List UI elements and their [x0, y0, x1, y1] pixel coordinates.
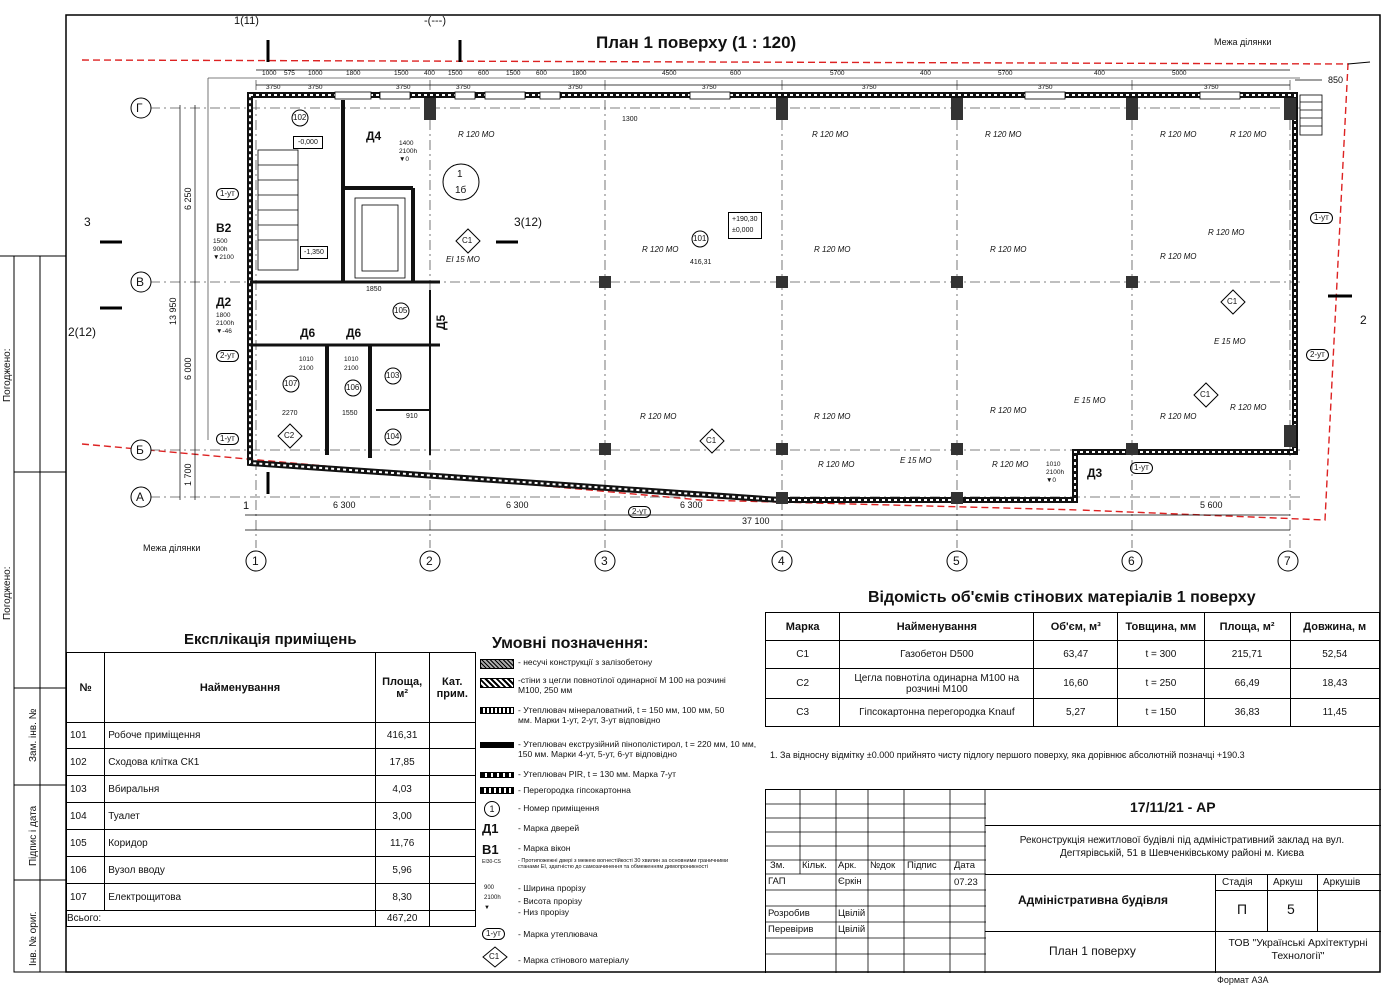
- column-tag: R 120 МО: [985, 130, 1022, 139]
- legend-item: - Протипожежні двері з межею вогнестійкості 30 хвилин за основними граничними станами EI, здатністю до самозачинення та обмеженням димопроникності: [518, 858, 729, 871]
- stamp: [765, 789, 1381, 973]
- insulation-tag: 1-ут: [216, 433, 239, 445]
- column-tag: R 120 МО: [458, 130, 495, 139]
- table-cell: 107: [67, 884, 105, 911]
- door-dim: 1010: [299, 356, 314, 363]
- door-dim: ▼2100: [213, 253, 234, 261]
- top-dim: 5700: [830, 70, 845, 77]
- table-total-row: [67, 911, 476, 927]
- top-dim: 1500: [506, 70, 521, 77]
- materials-header: Об'єм, м³: [1034, 613, 1118, 641]
- stamp-code: 17/11/21 - АР: [1130, 799, 1216, 815]
- table-cell: Вузол вводу: [105, 857, 376, 884]
- table-cell: 18,43: [1290, 669, 1380, 699]
- staircase: [258, 150, 405, 278]
- door-mark-d2: Д2: [216, 295, 232, 309]
- door-dims-d3: [1046, 461, 1064, 484]
- table-row: [766, 641, 1380, 669]
- axis-label-6: 6: [1128, 554, 1135, 568]
- stamp-col-header: Кільк.: [802, 860, 827, 871]
- axis-label-3: 3: [601, 554, 608, 568]
- legend-sym-width: 900: [484, 885, 495, 891]
- legend-sym-room-number: 1: [484, 801, 500, 817]
- door-dim: 1800: [216, 312, 231, 319]
- table-cell: t = 300: [1118, 641, 1205, 669]
- room-number-106: 106: [346, 383, 360, 392]
- plot-boundary-label-top: Межа ділянки: [1214, 37, 1272, 47]
- door-dim: ▼-46: [216, 327, 232, 335]
- stamp-col-header: Арк.: [838, 860, 857, 871]
- stamp-col-header: Підпис: [907, 860, 937, 871]
- top-dim: 3750: [568, 84, 583, 91]
- material-tag: С1: [706, 436, 717, 445]
- side-label-agreed-2: Погоджено:: [2, 566, 13, 620]
- door-dim: ▼0: [399, 155, 410, 163]
- level-mark-main: [728, 212, 762, 239]
- side-label-agreed-1: Погоджено:: [2, 348, 13, 402]
- legend-item: - Утеплювач екструзійний пінополістирол, t = 220 мм, 10 мм, 150 мм. Марки 4-ут, 5-ут, 6-ут відповідно: [518, 739, 757, 759]
- table-cell: 17,85: [375, 749, 429, 776]
- stamp-sheet: 5: [1287, 901, 1295, 917]
- legend-item: - Утеплювач мінераловатний, t = 150 мм, 100 мм, 50 мм. Марки 1-ут, 2-ут, 3-ут відповідно: [518, 705, 725, 725]
- axis-label-4: 4: [778, 554, 785, 568]
- wall-tag-e: Е 15 МО: [1214, 337, 1246, 346]
- table-row: [67, 857, 476, 884]
- side-label-replaced-inv: Зам. інв. №: [28, 708, 39, 762]
- table-row: [766, 699, 1380, 727]
- explication-header: Кат. прим.: [429, 653, 476, 723]
- table-cell: 102: [67, 749, 105, 776]
- table-cell: Цегла повнотіла одинарна М100 на розчині М100: [840, 669, 1034, 699]
- top-dim: 3750: [308, 84, 323, 91]
- legend-item: - Перегородка гіпсокартонна: [518, 785, 631, 795]
- room-level-102: -0,000: [293, 136, 323, 149]
- legend-sym-bottom: ▼: [484, 905, 490, 911]
- stamp-building: Адміністративна будівля: [1018, 893, 1168, 907]
- wall-tag-ei: EI 15 МО: [446, 255, 480, 264]
- material-tag: С1: [1200, 390, 1211, 399]
- material-tag: С1: [462, 236, 473, 245]
- stamp-stage-header: Стадія: [1222, 877, 1253, 888]
- table-cell: Коридор: [105, 830, 376, 857]
- top-dims-row-2: [266, 85, 1264, 92]
- legend-item: - Марка вікон: [518, 843, 571, 853]
- section-mark-3-12: 3(12): [514, 215, 543, 229]
- table-cell: 66,49: [1204, 669, 1290, 699]
- dim-total: 37 100: [742, 516, 770, 526]
- column-tag: R 120 МО: [1160, 130, 1197, 139]
- top-dim: 600: [478, 70, 489, 77]
- top-dim: 1500: [448, 70, 463, 77]
- table-cell: 5,96: [375, 857, 429, 884]
- total-value: 467,20: [375, 911, 429, 927]
- door-mark-d5: Д5: [434, 314, 448, 330]
- column-tag: R 120 МО: [812, 130, 849, 139]
- top-dim: 4500: [662, 70, 677, 77]
- table-row: [67, 749, 476, 776]
- stamp-role: Перевірив: [768, 924, 814, 935]
- axis-label-2: 2: [426, 554, 433, 568]
- table-cell: 5,27: [1034, 699, 1118, 727]
- legend-title: Умовні позначення:: [492, 635, 649, 652]
- table-cell: Робоче приміщення: [105, 723, 376, 749]
- door-dims-d2: [216, 312, 234, 335]
- side-label-inv-orig: Інв. № ориг.: [28, 911, 39, 966]
- stamp-grid: [766, 790, 986, 973]
- table-row: [67, 776, 476, 803]
- dim-bottom-3: 6 300: [680, 500, 703, 510]
- plan-title: План 1 поверху (1 : 120): [596, 33, 797, 52]
- top-dim: 3750: [1204, 84, 1219, 91]
- table-cell: Гіпсокартонна перегородка Knauf: [840, 699, 1034, 727]
- column-tag: R 120 МО: [640, 412, 677, 421]
- stamp-col-header: Дата: [954, 860, 976, 871]
- side-label-signature-date: Підпис і дата: [28, 805, 39, 866]
- top-dim: 1500: [394, 70, 409, 77]
- table-row: [67, 723, 476, 749]
- material-tag: С1: [1227, 297, 1238, 306]
- top-dim: 5700: [998, 70, 1013, 77]
- materials-header: Довжина, м: [1290, 613, 1380, 641]
- explication-header: Найменування: [105, 653, 376, 723]
- top-dim: 1800: [346, 70, 361, 77]
- room-number-103: 103: [386, 371, 400, 380]
- dim-left-2: 13 950: [168, 297, 178, 325]
- table-row: [67, 803, 476, 830]
- axis-label-5: 5: [953, 554, 960, 568]
- legend-sym-fire: EI30-CS: [482, 859, 501, 865]
- stamp-company: ТОВ "Українські Архітектурні Технології": [1228, 937, 1368, 962]
- door-dims-d6a: [299, 355, 313, 373]
- total-label: Всього:: [67, 911, 376, 927]
- axis-label-g: Г: [136, 101, 143, 115]
- room-number-101: 101: [693, 234, 707, 243]
- legend-item: - Марка стінового матеріалу: [518, 955, 629, 965]
- materials-header: Товщина, мм: [1118, 613, 1205, 641]
- top-dim: 3750: [1038, 84, 1053, 91]
- door-mark-d3: Д3: [1087, 466, 1103, 480]
- top-dim: 400: [1094, 70, 1105, 77]
- column-tag: R 120 МО: [814, 245, 851, 254]
- legend-sym-window: В1: [482, 842, 499, 857]
- top-dim: 3750: [456, 84, 471, 91]
- dim-bottom-4: 5 600: [1200, 500, 1223, 510]
- section-mark-1-11: 1(11): [234, 15, 259, 27]
- top-dim: 3750: [266, 84, 281, 91]
- insulation-tag: 1-ут: [1130, 462, 1153, 474]
- legend-sym-height: 2100h: [484, 895, 501, 901]
- table-cell: 105: [67, 830, 105, 857]
- top-dim: 1000: [262, 70, 277, 77]
- column-tag: R 120 МО: [642, 245, 679, 254]
- insulation-tag: 2-ут: [216, 350, 239, 362]
- door-dim: 1400: [399, 140, 414, 147]
- door-dims-d4: [399, 140, 417, 163]
- room-number-circles: [283, 110, 708, 445]
- top-dim: 3750: [396, 84, 411, 91]
- table-cell: Газобетон D500: [840, 641, 1034, 669]
- table-cell: 215,71: [1204, 641, 1290, 669]
- dim-left-3: 6 000: [183, 357, 193, 380]
- stamp-name: Єркін: [838, 876, 862, 887]
- grid-axes: [150, 80, 1300, 548]
- table-cell: t = 250: [1118, 669, 1205, 699]
- room-number-104: 104: [386, 432, 400, 441]
- legend-sym-material: С1: [489, 952, 500, 961]
- legend: [480, 656, 770, 972]
- table-cell: 36,83: [1204, 699, 1290, 727]
- top-dim: 5000: [1172, 70, 1187, 77]
- top-dim: 400: [424, 70, 435, 77]
- dimension-lines: [180, 70, 1322, 530]
- stamp-sheets-header: Аркушів: [1323, 877, 1361, 888]
- table-cell: Вбиральня: [105, 776, 376, 803]
- level-zero-value: ±0,000: [732, 226, 754, 234]
- stamp-role: Розробив: [768, 908, 810, 919]
- materials-title: Відомість об'ємів стінових матеріалів 1 поверху: [868, 589, 1256, 606]
- dim-left-4: 1 700: [183, 463, 193, 486]
- door-dims-d6b: [344, 355, 358, 373]
- wall-tag-e: Е 15 МО: [1074, 396, 1106, 405]
- level-main-value: +190,30: [732, 216, 758, 223]
- table-cell: 106: [67, 857, 105, 884]
- legend-sym-brick: [480, 678, 514, 688]
- materials-header: Найменування: [840, 613, 1034, 641]
- plot-boundary-label-bottom: Межа ділянки: [143, 543, 201, 553]
- legend-item: - Номер приміщення: [518, 803, 600, 813]
- section-mark-3: 3: [84, 215, 91, 229]
- top-dim: 600: [730, 70, 741, 77]
- legend-item: - Утеплювач PIR, t = 130 мм. Марка 7-ут: [518, 769, 677, 779]
- table-cell: Електрощитова: [105, 884, 376, 911]
- top-dim: 400: [920, 70, 931, 77]
- format-label: Формат А3А: [1217, 975, 1269, 985]
- door-dims-v2: [213, 238, 234, 261]
- room-number-107: 107: [284, 379, 298, 388]
- stamp-role: ГАП: [768, 876, 786, 887]
- table-cell: 101: [67, 723, 105, 749]
- table-cell: 16,60: [1034, 669, 1118, 699]
- insulation-tag: 2-ут: [628, 506, 651, 518]
- axis-label-v: В: [136, 275, 145, 289]
- stamp-sheet-header: Аркуш: [1273, 877, 1303, 888]
- door-dim: 1010: [1046, 461, 1061, 468]
- table-cell: 104: [67, 803, 105, 830]
- explication-header: Площа, м²: [375, 653, 429, 723]
- legend-item: - Висота прорізу: [518, 896, 583, 906]
- legend-item: - Низ прорізу: [518, 907, 570, 917]
- door-dim: 2100: [344, 365, 359, 373]
- door-dim: 2100h: [399, 147, 418, 155]
- table-cell: 4,03: [375, 776, 429, 803]
- material-diamonds: [278, 229, 1245, 453]
- axis-label-b: Б: [136, 443, 144, 457]
- door-dim: 900h: [213, 245, 228, 253]
- dim-left-1: 6 250: [183, 187, 193, 210]
- insulation-tag: 2-ут: [1306, 349, 1329, 361]
- explication-title: Експлікація приміщень: [184, 631, 357, 648]
- materials-header: Марка: [766, 613, 840, 641]
- top-dim: 1000: [308, 70, 323, 77]
- section-ref-number: 1: [457, 169, 463, 180]
- stamp-project: Реконструкція нежитлової будівлі під адміністративний заклад на вул. Дегтярівській, 51 в Шевченківському районі м. Києва: [1019, 835, 1345, 859]
- stamp-name: Цвілій: [838, 924, 866, 935]
- legend-item: - Марка дверей: [518, 823, 580, 833]
- column-tag: R 120 МО: [1160, 252, 1197, 261]
- legend-item: -стіни з цегли повнотілої одинарної М 100 на розчині М100, 250 мм: [518, 675, 726, 695]
- material-tag: С2: [284, 431, 295, 440]
- room-number-102: 102: [293, 113, 307, 122]
- column-tag: R 120 МО: [814, 412, 851, 421]
- top-dim: 3750: [862, 84, 877, 91]
- section-ref-sheet: 1б: [455, 185, 467, 196]
- room-number-105: 105: [394, 306, 408, 315]
- table-cell: t = 150: [1118, 699, 1205, 727]
- inner-dim: 910: [406, 413, 418, 420]
- table-cell: 103: [67, 776, 105, 803]
- section-mark-1: 1: [243, 500, 250, 512]
- dim-850: 850: [1328, 75, 1344, 85]
- level-stair: -1,350: [300, 246, 328, 259]
- stamp-col-header: Зм.: [770, 860, 785, 871]
- legend-item: - Ширина прорізу: [518, 883, 586, 893]
- column-tag: R 120 МО: [1208, 228, 1245, 237]
- door-dim: ▼0: [1046, 476, 1057, 484]
- explication-table: [66, 652, 476, 927]
- door-dim: 2100: [299, 365, 314, 373]
- stamp-name: Цвілій: [838, 908, 866, 919]
- legend-sym-xps: [480, 742, 514, 748]
- top-dims-row: [262, 71, 1232, 78]
- room-area-101: 416,31: [690, 259, 712, 266]
- legend-sym-gypsum: [480, 787, 514, 794]
- explication-header: №: [67, 653, 105, 723]
- insulation-tag: 1-ут: [216, 188, 239, 200]
- section-mark-2: 2: [1360, 313, 1367, 327]
- table-cell: 416,31: [375, 723, 429, 749]
- legend-sym-concrete: [480, 659, 514, 669]
- column-tag: R 120 МО: [1230, 130, 1267, 139]
- column-tag: R 120 МО: [992, 460, 1029, 469]
- axis-label-7: 7: [1284, 554, 1291, 568]
- insulation-tag: 1-ут: [1310, 212, 1333, 224]
- wall-tag-e: Е 15 МО: [900, 456, 932, 465]
- table-cell: С1: [766, 641, 840, 669]
- column-tag: R 120 МО: [818, 460, 855, 469]
- column-tag: R 120 МО: [990, 245, 1027, 254]
- top-dim: 1800: [572, 70, 587, 77]
- table-row: [766, 669, 1380, 699]
- axis-label-a: А: [136, 490, 145, 504]
- top-dim: 575: [284, 70, 295, 77]
- table-cell: 63,47: [1034, 641, 1118, 669]
- door-mark-d4: Д4: [366, 129, 382, 143]
- door-dim: 2100h: [216, 319, 235, 327]
- dim-bottom-2: 6 300: [506, 500, 529, 510]
- section-mark-dash: -(---): [424, 15, 446, 27]
- inner-dim: 2270: [282, 410, 298, 417]
- table-row: [67, 830, 476, 857]
- stamp-sheet-name: План 1 поверху: [1049, 944, 1136, 958]
- inner-dim: 1300: [622, 116, 638, 123]
- dim-bottom-1: 6 300: [333, 500, 356, 510]
- table-cell: 3,00: [375, 803, 429, 830]
- legend-item: - несучі конструкції з залізобетону: [518, 657, 653, 667]
- axis-label-1: 1: [252, 554, 259, 568]
- table-cell: С2: [766, 669, 840, 699]
- legend-sym-mineral-wool: [480, 707, 514, 714]
- window-mark-v2: В2: [216, 221, 232, 235]
- legend-sym-pir: [480, 772, 514, 778]
- stamp-stage: П: [1237, 901, 1248, 917]
- inner-dim: 1550: [342, 410, 358, 417]
- table-cell: 52,54: [1290, 641, 1380, 669]
- table-cell: Туалет: [105, 803, 376, 830]
- table-cell: 11,76: [375, 830, 429, 857]
- door-dim: 1010: [344, 356, 359, 363]
- inner-dim: 1850: [366, 286, 382, 293]
- legend-item: - Марка утеплювача: [518, 929, 598, 939]
- materials-header: Площа, м²: [1204, 613, 1290, 641]
- legend-sym-insulation: 1-ут: [482, 928, 505, 940]
- stamp-col-header: №док: [870, 860, 896, 871]
- door-dim: 2100h: [1046, 468, 1065, 476]
- legend-sym-door: Д1: [482, 821, 499, 836]
- materials-table: [765, 612, 1380, 727]
- door-mark-d6a: Д6: [300, 326, 316, 340]
- columns: [424, 98, 1296, 504]
- table-cell: 11,45: [1290, 699, 1380, 727]
- table-row: [67, 884, 476, 911]
- top-dim: 3750: [702, 84, 717, 91]
- column-tag: R 120 МО: [1230, 403, 1267, 412]
- column-tag: R 120 МО: [990, 406, 1027, 415]
- section-mark-2-12: 2(12): [68, 325, 97, 339]
- table-cell: 8,30: [375, 884, 429, 911]
- column-tag: R 120 МО: [1160, 412, 1197, 421]
- stamp-date: 07.23: [954, 877, 978, 888]
- table-cell: С3: [766, 699, 840, 727]
- door-dim: 1500: [213, 238, 228, 245]
- materials-note: 1. За відносну відмітку ±0.000 прийнято чисту підлогу першого поверху, яка дорівнює абсолютній позначці +190.3: [770, 750, 1245, 760]
- top-dim: 600: [536, 70, 547, 77]
- table-cell: Сходова клітка СК1: [105, 749, 376, 776]
- door-mark-d6b: Д6: [346, 326, 362, 340]
